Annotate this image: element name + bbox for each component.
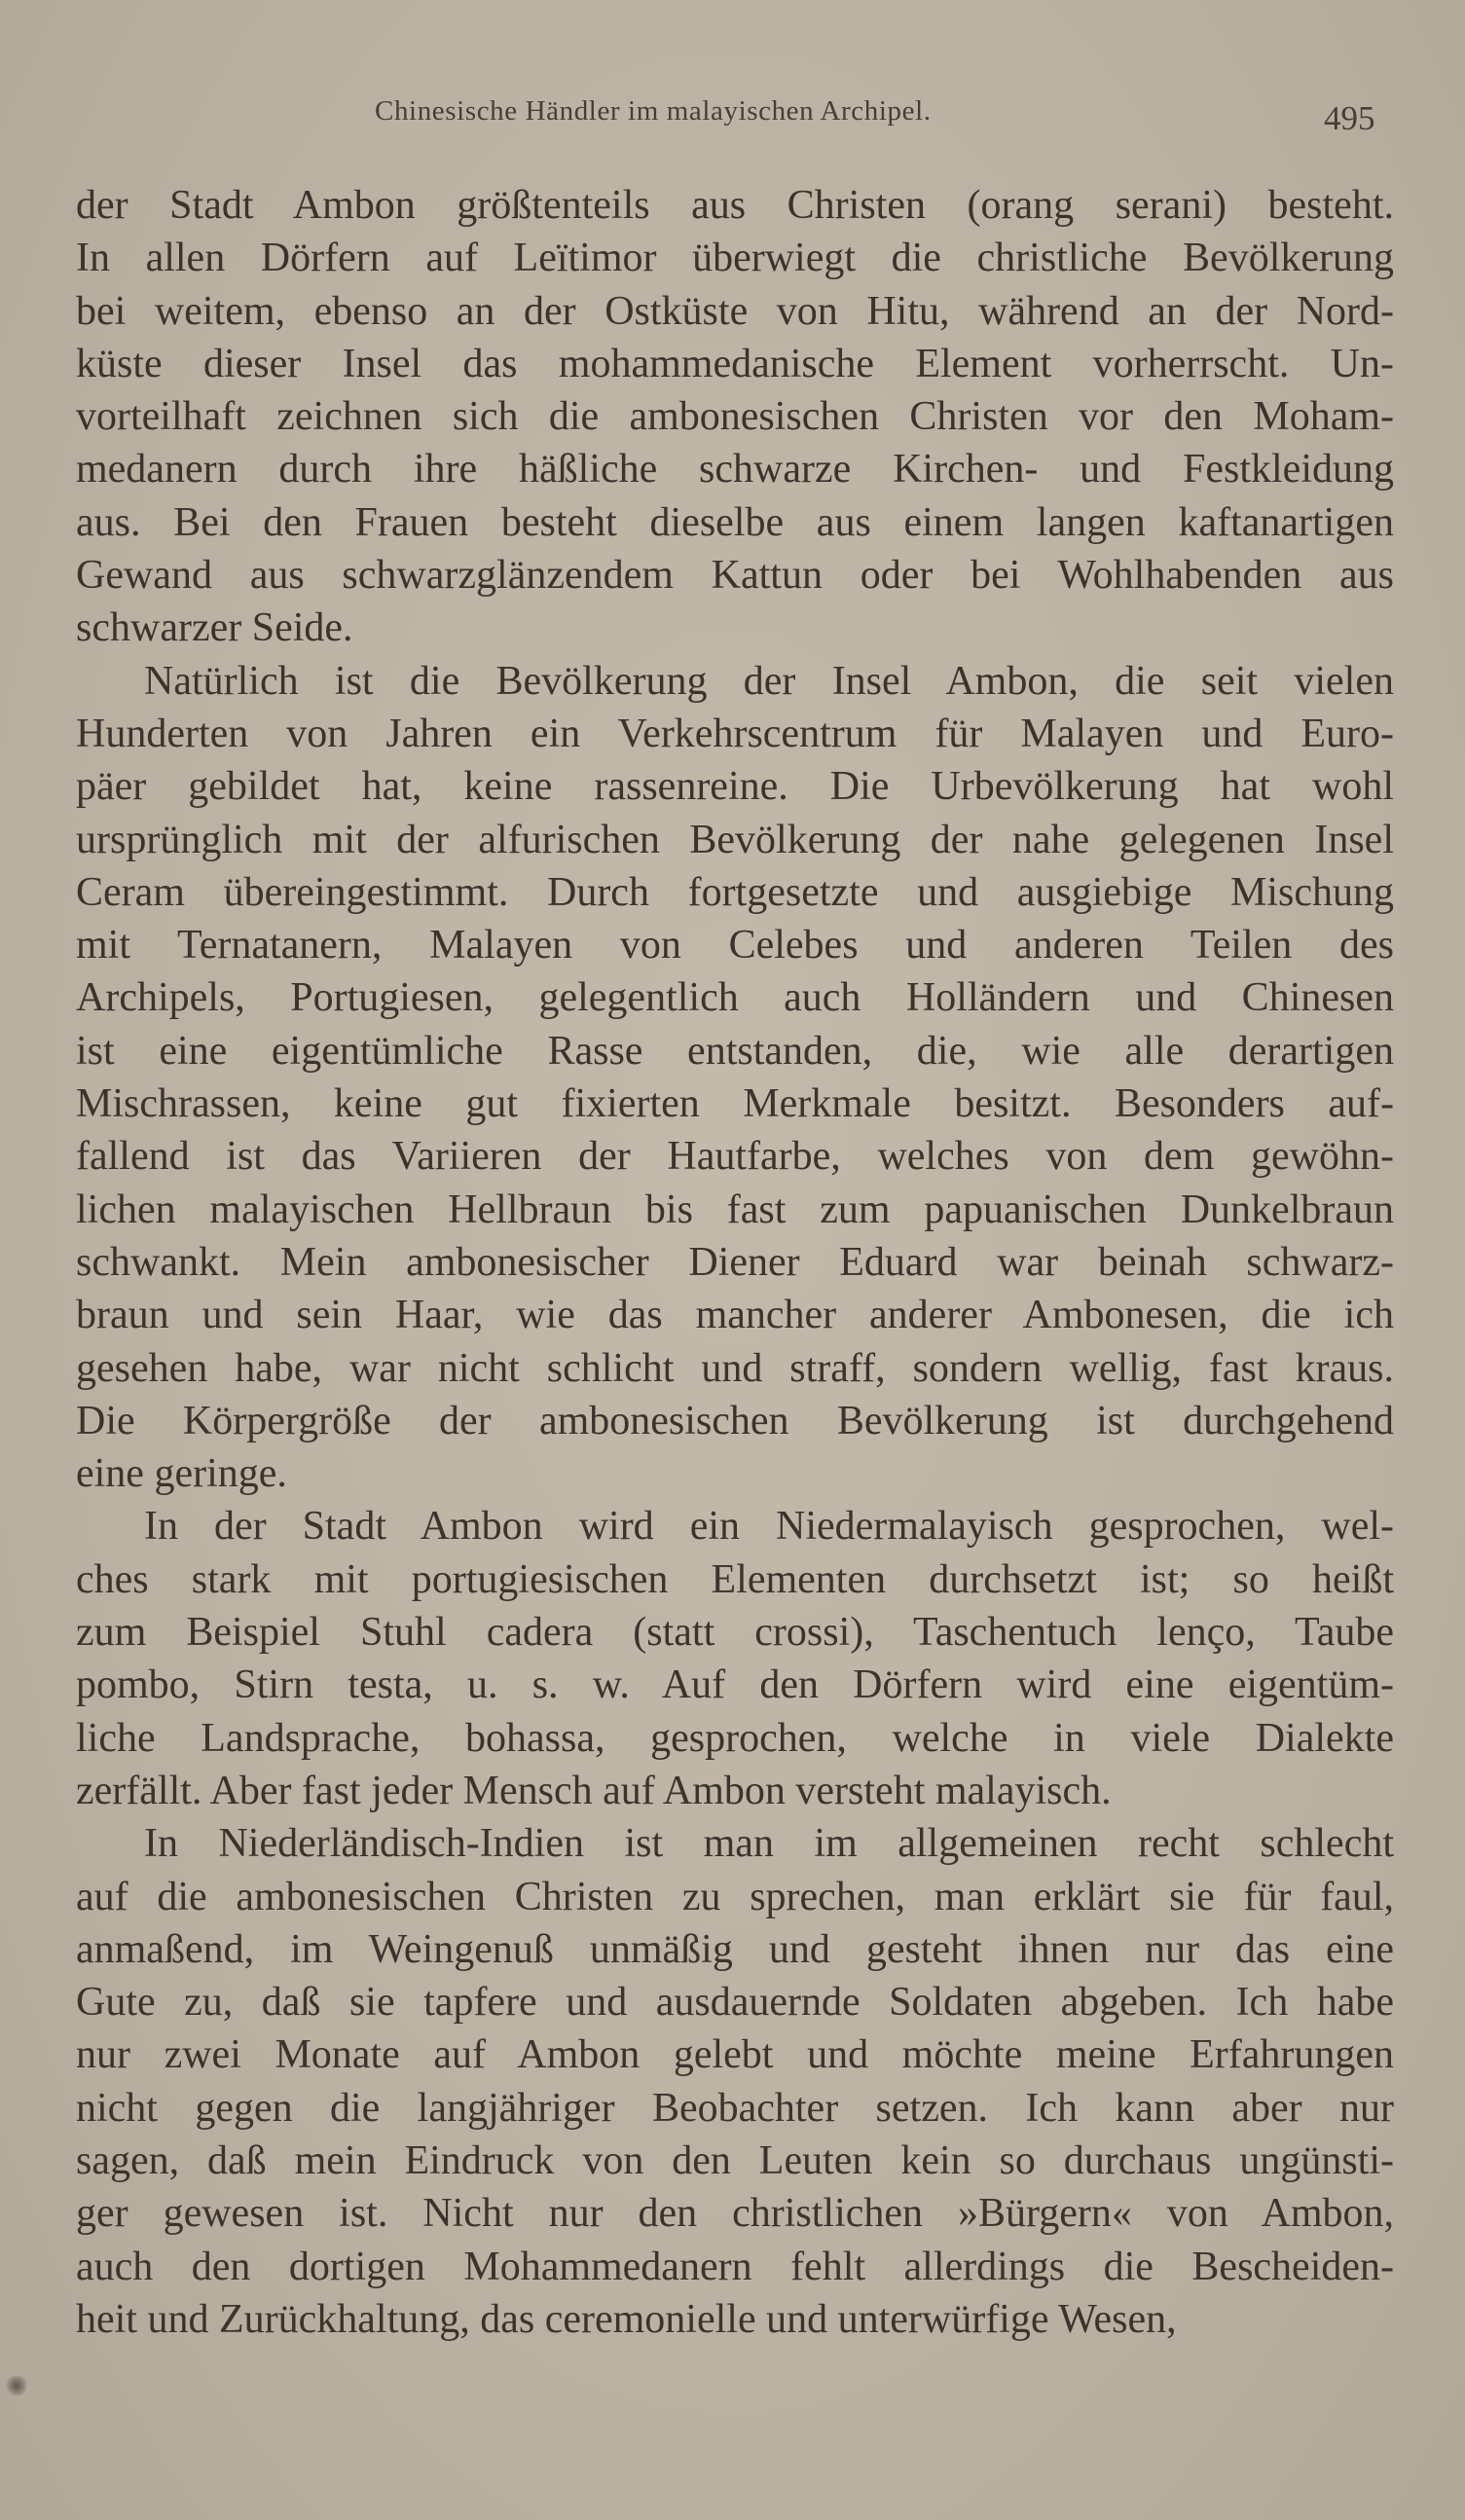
paragraph	[76, 1817, 1394, 2346]
text-line: braun und sein Haar, wie das mancher anderer Ambonesen, die ich	[76, 1293, 1394, 1338]
text-line: heit und Zurückhaltung, das ceremonielle und unterwürfige Wesen,	[76, 2296, 1177, 2342]
paragraph	[76, 1500, 1394, 1817]
text-line: In Niederländisch-Indien ist man im allgemeinen recht schlecht	[144, 1821, 1394, 1867]
paragraph	[76, 179, 1394, 655]
text-line: Archipels, Portugiesen, gelegentlich auch Holländern und Chinesen	[76, 975, 1394, 1021]
text-line: gesehen habe, war nicht schlicht und straff, sondern wellig, fast kraus.	[76, 1345, 1394, 1391]
text-line: der Stadt Ambon größtenteils aus Christen (orang serani) besteht.	[76, 183, 1394, 228]
text-line: schwarzer Seide.	[76, 605, 353, 651]
text-line: In allen Dörfern auf Leïtimor überwiegt die christliche Bevölkerung	[76, 236, 1394, 281]
text-line: schwankt. Mein ambonesischer Diener Eduard war beinah schwarz-	[76, 1239, 1394, 1285]
text-line: nicht gegen die langjähriger Beobachter setzen. Ich kann aber nur	[76, 2085, 1394, 2131]
text-line: Ceram übereingestimmt. Durch fortgesetzte und ausgiebige Mischung	[76, 869, 1394, 915]
text-line: Die Körpergröße der ambonesischen Bevölkerung ist durchgehend	[76, 1398, 1394, 1443]
text-line: küste dieser Insel das mohammedanische Element vorherrscht. Un-	[76, 341, 1394, 386]
text-line: zerfällt. Aber fast jeder Mensch auf Ambon versteht malayisch.	[76, 1768, 1112, 1813]
running-header	[0, 95, 1465, 144]
text-line: ches stark mit portugiesischen Elementen durchsetzt ist; so heißt	[76, 1556, 1394, 1602]
text-line: anmaßend, im Weingenuß unmäßig und gesteht ihnen nur das eine	[76, 1926, 1394, 1972]
text-line: eine geringe.	[76, 1451, 287, 1497]
text-line: auf die ambonesischen Christen zu sprechen, man erklärt sie für faul,	[76, 1874, 1394, 1919]
text-line: vorteilhaft zeichnen sich die ambonesischen Christen vor den Moham-	[76, 394, 1394, 440]
text-line: ger gewesen ist. Nicht nur den christlichen »Bürgern« von Ambon,	[76, 2191, 1394, 2237]
text-line: päer gebildet hat, keine rassenreine. Die Urbevölkerung hat wohl	[76, 764, 1394, 810]
text-line: fallend ist das Variieren der Hautfarbe, welches von dem gewöhn-	[76, 1134, 1394, 1180]
text-line: Gewand aus schwarzglänzendem Kattun oder bei Wohlhabenden aus	[76, 553, 1394, 599]
text-line: auch den dortigen Mohammedanern fehlt allerdings die Bescheiden-	[76, 2244, 1394, 2289]
text-line: Gute zu, daß sie tapfere und ausdauernde Soldaten abgeben. Ich habe	[76, 1980, 1394, 2026]
running-title: Chinesische Händler im malayischen Archipel.	[375, 95, 932, 127]
paragraph	[76, 655, 1394, 1501]
text-line: Natürlich ist die Bevölkerung der Insel Ambon, die seit vielen	[144, 658, 1394, 704]
body-text	[76, 179, 1394, 2346]
text-line: zum Beispiel Stuhl cadera (statt crossi), Taschentuch lenço, Taube	[76, 1610, 1394, 1656]
text-line: Hunderten von Jahren ein Verkehrscentrum für Malayen und Euro-	[76, 711, 1394, 756]
text-line: bei weitem, ebenso an der Ostküste von Hitu, während an der Nord-	[76, 288, 1394, 334]
text-line: ursprünglich mit der alfurischen Bevölkerung der nahe gelegenen Insel	[76, 817, 1394, 862]
text-line: nur zwei Monate auf Ambon gelebt und möchte meine Erfahrungen	[76, 2032, 1394, 2078]
text-line: mit Ternatanern, Malayen von Celebes und anderen Teilen des	[76, 923, 1394, 968]
text-line: ist eine eigentümliche Rasse entstanden, die, wie alle derartigen	[76, 1028, 1394, 1074]
text-line: liche Landsprache, bohassa, gesprochen, welche in viele Dialekte	[76, 1715, 1394, 1761]
text-line: Mischrassen, keine gut fixierten Merkmale besitzt. Besonders auf-	[76, 1081, 1394, 1127]
ink-smudge	[6, 2375, 27, 2396]
text-line: medanern durch ihre häßliche schwarze Kirchen- und Festkleidung	[76, 447, 1394, 493]
text-line: lichen malayischen Hellbraun bis fast zum papuanischen Dunkelbraun	[76, 1187, 1394, 1232]
text-line: pombo, Stirn testa, u. s. w. Auf den Dörfern wird eine eigentüm-	[76, 1662, 1394, 1708]
text-line: sagen, daß mein Eindruck von den Leuten kein so durchaus ungünsti-	[76, 2137, 1394, 2183]
text-line: In der Stadt Ambon wird ein Niedermalayisch gesprochen, wel-	[144, 1504, 1394, 1550]
page-number: 495	[1324, 99, 1375, 137]
text-line: aus. Bei den Frauen besteht dieselbe aus einem langen kaftanartigen	[76, 499, 1394, 545]
